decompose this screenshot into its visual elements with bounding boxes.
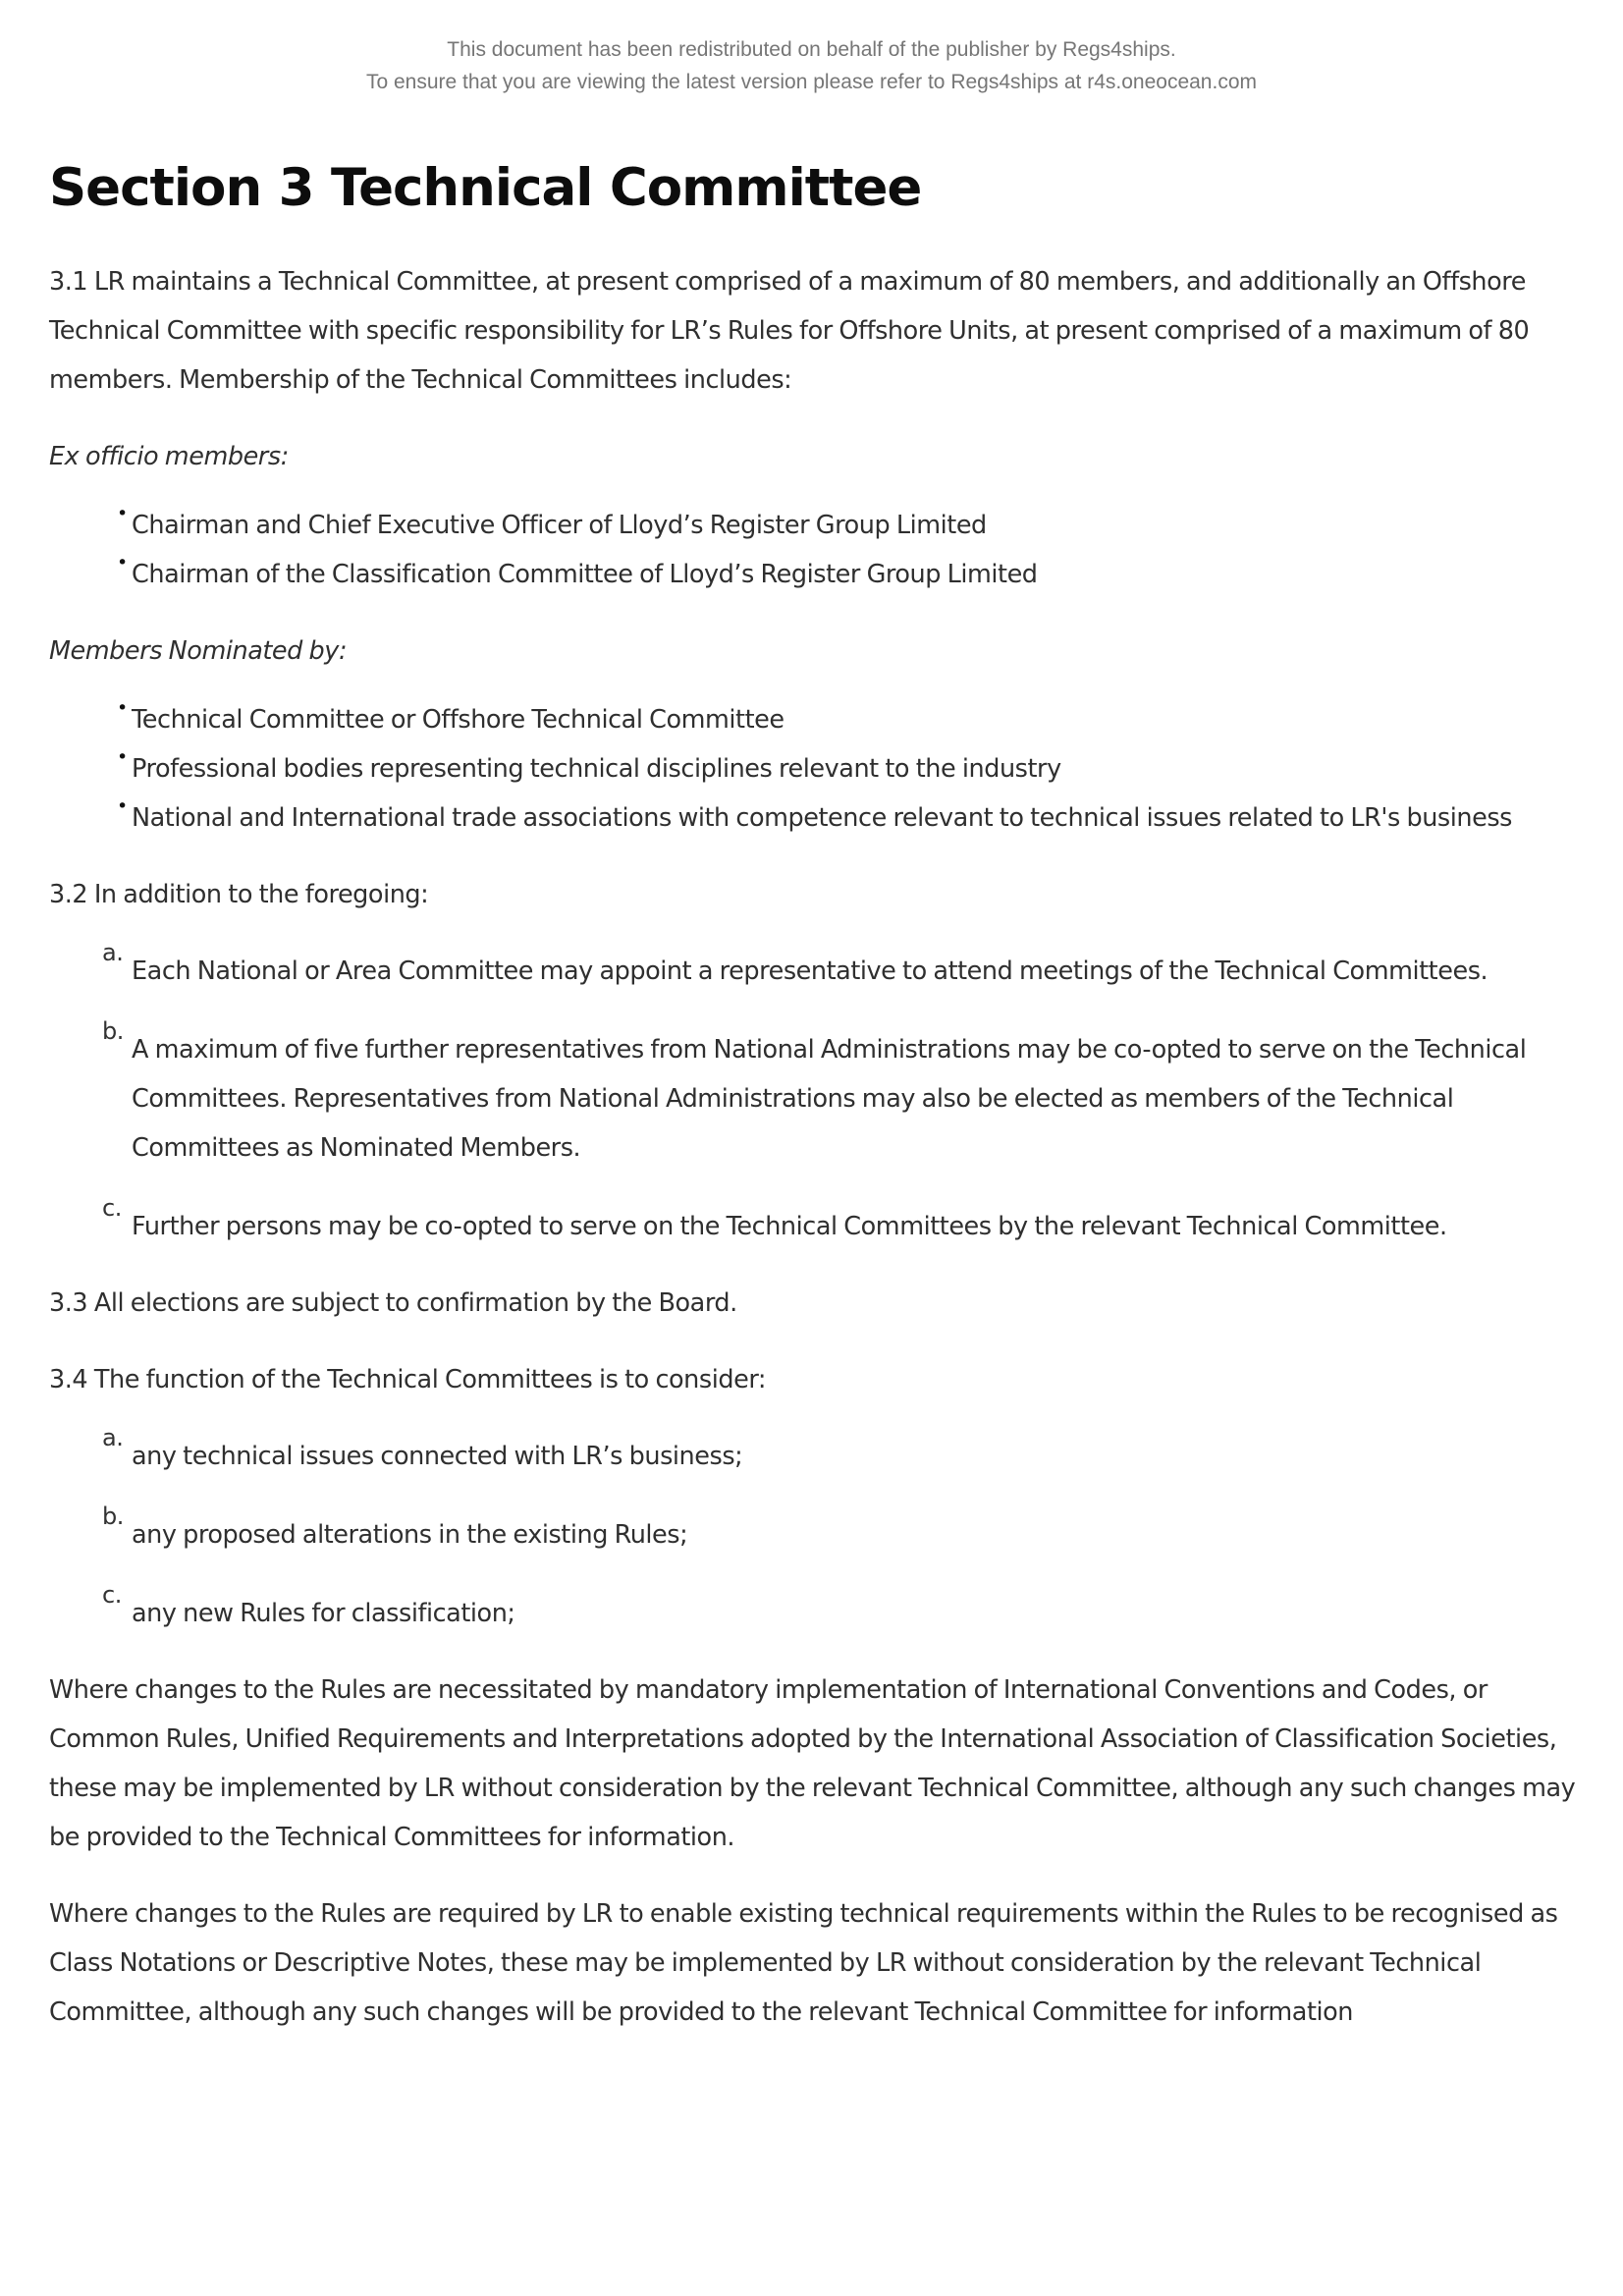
nominated-heading: Members Nominated by: xyxy=(49,636,348,666)
list-marker: c. xyxy=(102,1581,122,1609)
list-item xyxy=(49,695,1581,744)
redistribution-notice-line-2: To ensure that you are viewing the latest version please refer to Regs4ships at r4s.oneocean.com xyxy=(365,71,1257,93)
list-item xyxy=(49,501,1581,550)
list-item xyxy=(49,793,1581,843)
bullet-marker: • xyxy=(117,503,128,524)
additional-item-text: Further persons may be co-opted to serve on the Technical Committees by the relevant Technical Committee. xyxy=(132,1212,1447,1241)
section-title: Section 3 Technical Committee xyxy=(49,158,922,218)
bullet-marker: • xyxy=(117,746,128,768)
function-item-text: any new Rules for classification; xyxy=(132,1599,515,1628)
list-item xyxy=(49,1503,1581,1559)
list-item xyxy=(49,550,1581,599)
function-item-text: any technical issues connected with LR’s business; xyxy=(132,1442,743,1471)
additional-representatives-list xyxy=(49,939,1581,1251)
committee-functions-list xyxy=(49,1424,1581,1638)
list-item xyxy=(49,1581,1581,1638)
paragraph-3-2: 3.2 In addition to the foregoing: xyxy=(49,880,429,909)
paragraph-class-notations: Where changes to the Rules are required by LR to enable existing technical requirements within the Rules to be recognised as Class Notations or Descriptive Notes, these may be implemented by LR without consideration by the relevant Technical Committee, although any such changes will be provided to the relevant Technical Committee for information xyxy=(49,1899,1558,2027)
function-item-text: any proposed alterations in the existing Rules; xyxy=(132,1520,688,1550)
additional-item-text: A maximum of five further representatives from National Administrations may be co-opted to serve on the Technical Committees. Representatives from National Administrations may also be elected as members of the Technical Committees as Nominated Members. xyxy=(132,1035,1527,1163)
list-marker: a. xyxy=(102,939,124,966)
nominated-label: Members Nominated by xyxy=(49,636,339,666)
list-marker: b. xyxy=(102,1017,124,1045)
bullet-marker: • xyxy=(117,552,128,574)
ex-officio-item-text: Chairman of the Classification Committee of Lloyd’s Register Group Limited xyxy=(132,560,1038,589)
ex-officio-label: Ex officio members xyxy=(49,442,281,471)
ex-officio-item-text: Chairman and Chief Executive Officer of Lloyd’s Register Group Limited xyxy=(132,511,987,540)
list-marker: a. xyxy=(102,1424,124,1451)
list-item xyxy=(49,1424,1581,1481)
paragraph-3-4: 3.4 The function of the Technical Committees is to consider: xyxy=(49,1365,767,1394)
redistribution-notice xyxy=(0,33,1623,98)
paragraph-3-1: 3.1 LR maintains a Technical Committee, at present comprised of a maximum of 80 members, and additionally an Offshore Technical Committee with specific responsibility for LR’s Rules for Offshore Units, at present comprised of a maximum of 80 members. Membership of the Technical Committees includes: xyxy=(49,267,1530,395)
nominated-item-text: Professional bodies representing technical disciplines relevant to the industry xyxy=(132,754,1061,784)
list-item xyxy=(49,939,1581,996)
bullet-marker: • xyxy=(117,795,128,817)
paragraph-3-3: 3.3 All elections are subject to confirmation by the Board. xyxy=(49,1288,737,1318)
list-item xyxy=(49,744,1581,793)
list-marker: b. xyxy=(102,1503,124,1530)
list-item xyxy=(49,1017,1581,1173)
ex-officio-list xyxy=(49,501,1581,599)
list-item xyxy=(49,1194,1581,1251)
nominated-item-text: National and International trade associations with competence relevant to technical issues related to LR's business xyxy=(132,803,1513,833)
document-body xyxy=(49,153,1581,2064)
paragraph-conventions: Where changes to the Rules are necessitated by mandatory implementation of International Conventions and Codes, or Common Rules, Unified Requirements and Interpretations adopted by the International Association of Classification Societies, these may be implemented by LR without consideration by the relevant Technical Committee, although any such changes may be provided to the Technical Committees for information. xyxy=(49,1675,1576,1852)
redistribution-notice-line-1: This document has been redistributed on behalf of the publisher by Regs4ships. xyxy=(447,38,1176,61)
nominated-list xyxy=(49,695,1581,843)
additional-item-text: Each National or Area Committee may appoint a representative to attend meetings of the Technical Committees. xyxy=(132,957,1488,986)
list-marker: c. xyxy=(102,1194,122,1222)
bullet-marker: • xyxy=(117,697,128,719)
nominated-item-text: Technical Committee or Offshore Technical Committee xyxy=(132,705,784,735)
ex-officio-heading: Ex officio members: xyxy=(49,442,289,471)
